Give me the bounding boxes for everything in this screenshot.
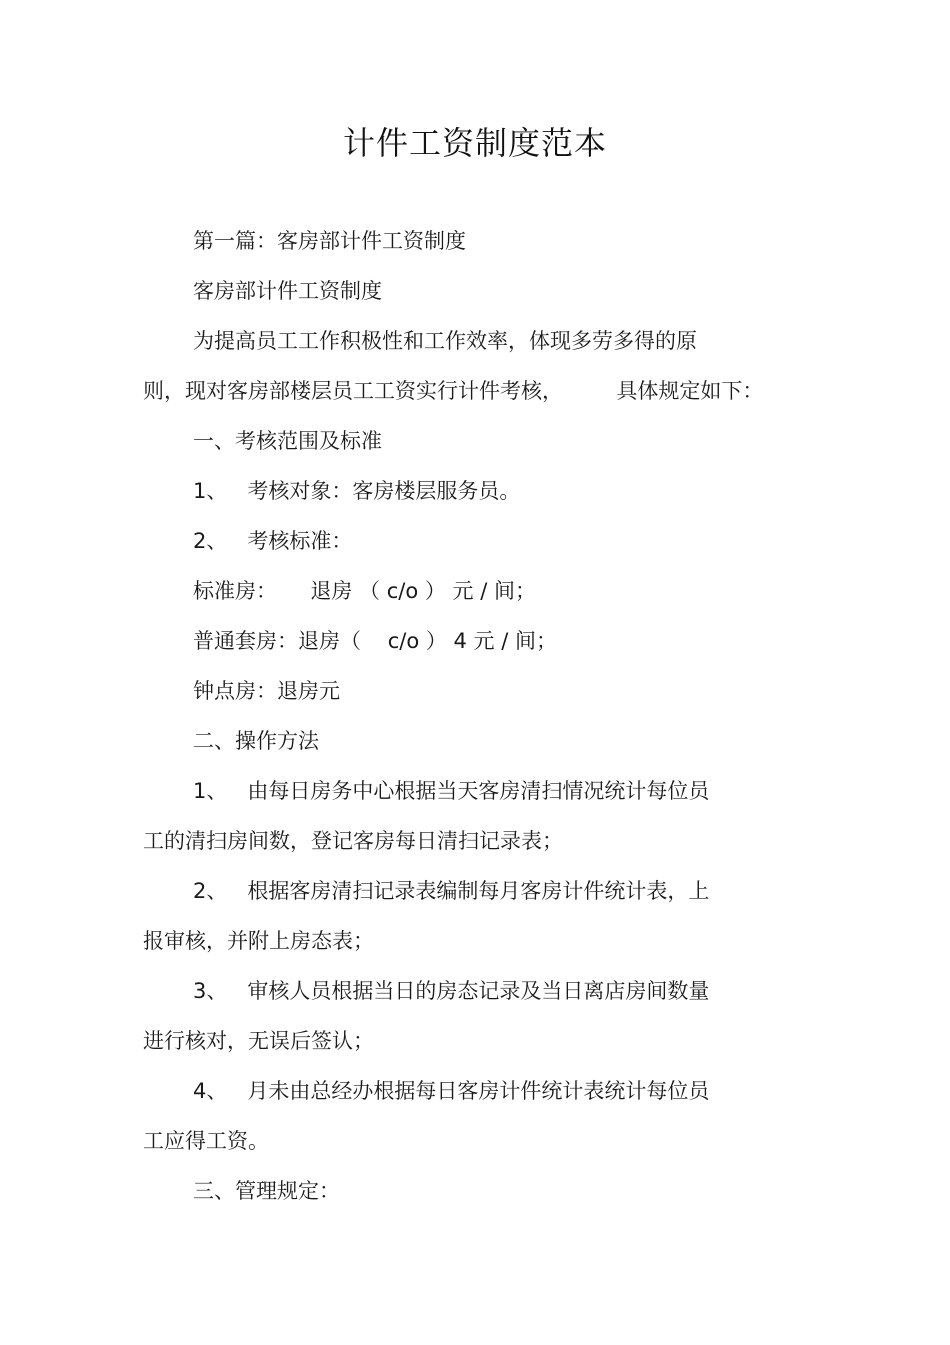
section-heading-1: 一、考核范围及标准	[193, 429, 382, 453]
paragraph-intro-line-1: 为提高员工工作积极性和工作效率，体现多劳多得的原	[193, 329, 697, 353]
list-item-1: 1、 考核对象：客房楼层服务员。	[193, 479, 521, 503]
section-heading-3: 三、管理规定：	[193, 1179, 340, 1203]
rate-suite: 普通套房：退房（ c/o ） 4 元 / 间；	[193, 629, 557, 653]
rate-hourly-room: 钟点房：退房元	[193, 679, 340, 703]
step-3-line-2: 进行核对，无误后签认；	[143, 1029, 374, 1053]
paragraph-intro-line-2: 则，现对客房部楼层员工工资实行计件考核， 具体规定如下：	[143, 379, 764, 403]
step-1-line-2: 工的清扫房间数，登记客房每日清扫记录表；	[143, 829, 563, 853]
step-3-line-1: 3、 审核人员根据当日的房态记录及当日离店房间数量	[193, 979, 710, 1003]
step-2-line-2: 报审核，并附上房态表；	[143, 929, 374, 953]
list-item-2: 2、 考核标准：	[193, 529, 353, 553]
rate-standard-room: 标准房： 退房 （ c/o ） 元 / 间；	[193, 579, 536, 603]
document-title: 计件工资制度范本	[342, 124, 607, 162]
section-heading-part-one: 第一篇：客房部计件工资制度	[193, 229, 466, 253]
subtitle: 客房部计件工资制度	[193, 279, 382, 303]
step-2-line-1: 2、 根据客房清扫记录表编制每月客房计件统计表，上	[193, 879, 710, 903]
step-4-line-1: 4、 月未由总经办根据每日客房计件统计表统计每位员	[193, 1079, 710, 1103]
step-4-line-2: 工应得工资。	[143, 1129, 269, 1153]
step-1-line-1: 1、 由每日房务中心根据当天客房清扫情况统计每位员	[193, 779, 710, 803]
section-heading-2: 二、操作方法	[193, 729, 319, 753]
